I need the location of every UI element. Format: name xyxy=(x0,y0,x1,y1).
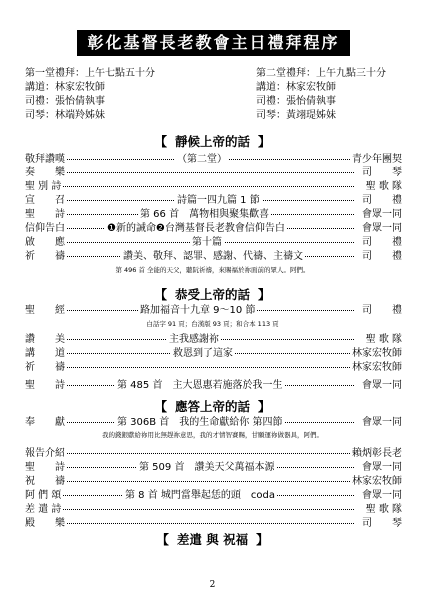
second-service-info xyxy=(256,67,386,123)
bulletin-title: 彰化基督長老教會主日禮拜程序 xyxy=(77,30,350,56)
row-leader: 聖 歌 隊 xyxy=(365,181,402,192)
row-label: 阿 們 頌 xyxy=(25,490,62,501)
order-row xyxy=(25,461,402,474)
row-label: 祝 禱 xyxy=(25,476,65,487)
order-row xyxy=(25,222,402,235)
bracket-close: 】 xyxy=(258,287,271,302)
bracket-close: 】 xyxy=(258,399,271,414)
bracket-open: 【 xyxy=(154,399,167,414)
second-service-liturgist: 司禮：張怡倩執事 xyxy=(256,96,336,107)
row-label: 信仰告白 xyxy=(25,223,65,234)
bracket-open: 【 xyxy=(154,287,167,302)
order-row xyxy=(25,194,402,207)
row-label: 讚 美 xyxy=(25,334,65,345)
section-title: 應答上帝的話 xyxy=(174,399,250,414)
row-detail: 讚美、敬拜、認罪、感謝、代禱、主禱文 xyxy=(123,251,303,262)
row-leader: 會眾一同 xyxy=(362,223,402,234)
row-leader: 林家宏牧師 xyxy=(352,362,402,373)
order-row xyxy=(25,347,402,360)
order-row xyxy=(25,333,402,346)
row-label: 聖 別 詩 xyxy=(25,181,62,192)
row-leader: 會眾一同 xyxy=(362,380,402,391)
row-label: 奏 樂 xyxy=(25,167,65,178)
row-leader: 會眾一同 xyxy=(362,462,402,473)
section-heading-sending xyxy=(0,532,425,548)
scripture-page-note: 白話字 91 頁；台漢版 93 頁；和合本 113 頁 xyxy=(146,320,279,328)
row-label: 宣 召 xyxy=(25,195,65,206)
row-detail: 主我感謝祢 xyxy=(169,334,219,345)
row-label: 敬拜讚嘆 xyxy=(25,154,65,165)
section-heading-responding xyxy=(0,399,425,415)
row-detail: 第 66 首 萬物相與聚集歡喜 xyxy=(140,209,270,220)
second-service-organist: 司琴：黃翊瑅姊妹 xyxy=(256,110,336,121)
row-detail: 第 306B 首 我的生命獻給你 第四節 xyxy=(117,417,283,428)
row-detail: 第 8 首 城門當舉起恁的頭 coda xyxy=(125,490,275,501)
first-service-time: 第一堂禮拜：上午七點五十分 xyxy=(25,68,155,79)
first-service-preacher: 講道：林家宏牧師 xyxy=(25,82,105,93)
row-label: 講 道 xyxy=(25,348,65,359)
row-leader: 賴炳彰長老 xyxy=(352,448,402,459)
page-number: 2 xyxy=(209,580,216,590)
section-title: 恭受上帝的話 xyxy=(174,287,250,302)
row-detail: 第十篇 xyxy=(192,237,222,248)
row-detail: ❶新的誡命❷台灣基督長老教會信仰告白 xyxy=(107,223,285,234)
section-title: 差遣 與 祝福 xyxy=(176,532,249,547)
row-label: 聖 詩 xyxy=(25,380,65,391)
row-leader: 司 禮 xyxy=(362,251,402,262)
row-label: 差 遣 詩 xyxy=(25,504,62,515)
row-detail: （第二堂） xyxy=(177,154,227,165)
order-row xyxy=(25,236,402,249)
order-row xyxy=(25,304,402,317)
order-row xyxy=(25,379,402,392)
row-label: 聖 詩 xyxy=(25,209,65,220)
order-row xyxy=(25,489,402,502)
order-row xyxy=(25,166,402,179)
row-leader: 司 禮 xyxy=(362,195,402,206)
first-service-organist: 司琴：林端羚姊妹 xyxy=(25,110,105,121)
row-detail: 第 485 首 主大恩惠若施落於我一生 xyxy=(117,380,283,391)
first-service-liturgist: 司禮：張怡倩執事 xyxy=(25,96,105,107)
row-label: 祈 禱 xyxy=(25,251,65,262)
second-service-preacher: 講道：林家宏牧師 xyxy=(256,82,336,93)
order-row xyxy=(25,250,402,263)
bracket-close: 】 xyxy=(258,134,271,149)
row-detail: 路加福音十九章 9～10 節 xyxy=(140,305,256,316)
row-label: 殿 樂 xyxy=(25,518,65,529)
bracket-open: 【 xyxy=(154,134,167,149)
row-label: 啟 應 xyxy=(25,237,65,248)
row-detail: 詩篇一四九篇 1 節 xyxy=(177,195,260,206)
row-leader: 會眾一同 xyxy=(362,490,402,501)
row-leader: 司 禮 xyxy=(362,237,402,248)
row-leader: 林家宏牧師 xyxy=(352,476,402,487)
row-label: 奉 獻 xyxy=(25,417,65,428)
order-row xyxy=(25,153,402,166)
order-row xyxy=(25,361,402,374)
row-leader: 聖 歌 隊 xyxy=(365,504,402,515)
row-leader: 林家宏牧師 xyxy=(352,348,402,359)
row-label: 祈 禱 xyxy=(25,362,65,373)
row-leader: 青少年團契 xyxy=(352,154,402,165)
order-row xyxy=(25,517,402,530)
row-leader: 司 琴 xyxy=(362,167,402,178)
bracket-close: 】 xyxy=(256,532,269,547)
row-leader: 司 琴 xyxy=(362,518,402,529)
order-row xyxy=(25,416,402,429)
order-row xyxy=(25,180,402,193)
row-leader: 司 禮 xyxy=(362,305,402,316)
row-leader: 會眾一同 xyxy=(362,209,402,220)
prayer-note: 第 496 首 全能的天父，聽阮祈禱，來賜福於祢面前的眾人。阿們。 xyxy=(115,266,310,274)
first-service-info xyxy=(25,67,155,123)
order-row xyxy=(25,208,402,221)
row-leader: 會眾一同 xyxy=(362,417,402,428)
second-service-time: 第二堂禮拜：上午九點三十分 xyxy=(256,68,386,79)
offering-note: 我的錢銀獻給祢用比無趕祢意思，我的才情智賽賜，甘願運祢做器具，阿們。 xyxy=(102,431,323,439)
order-row xyxy=(25,503,402,516)
section-heading-waiting xyxy=(0,134,425,150)
row-label: 聖 詩 xyxy=(25,462,65,473)
row-leader: 聖 歌 隊 xyxy=(365,334,402,345)
order-row xyxy=(25,475,402,488)
bracket-open: 【 xyxy=(156,532,169,547)
section-heading-receiving xyxy=(0,287,425,303)
row-detail: 救恩到了這家 xyxy=(173,348,233,359)
row-detail: 第 509 首 讚美天父萬福本源 xyxy=(139,462,275,473)
row-label: 報告介紹 xyxy=(25,448,65,459)
row-label: 聖 經 xyxy=(25,305,65,316)
section-title: 靜候上帝的話 xyxy=(174,134,250,149)
order-row xyxy=(25,447,402,460)
